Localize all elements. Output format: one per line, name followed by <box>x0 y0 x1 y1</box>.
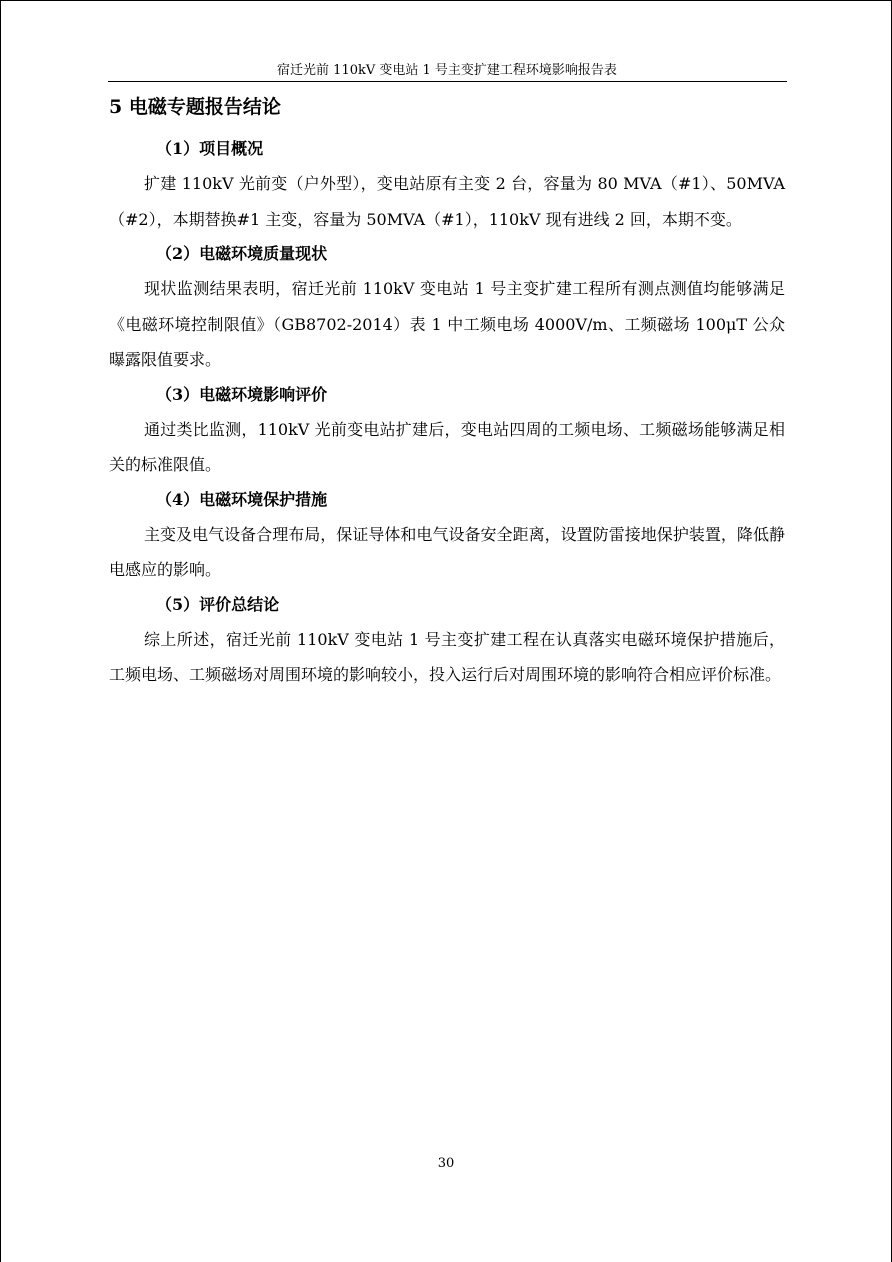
section-title: 5 电磁专题报告结论 <box>109 96 281 118</box>
page-left-border <box>0 0 1 1262</box>
report-body <box>109 132 785 693</box>
paragraph-em-quality-status: 现状监测结果表明，宿迁光前 110kV 变电站 1 号主变扩建工程所有测点测值均能够满足《电磁环境控制限值》（GB8702-2014）表 1 中工频电场 4000V/m、工频磁场 100μT 公众曝露限值要求。 <box>109 279 785 369</box>
page-top-border <box>0 0 892 1</box>
subsection-heading-em-impact-assessment: （3）电磁环境影响评价 <box>156 384 328 404</box>
subsection-heading-overall-conclusion: （5）评价总结论 <box>156 594 280 614</box>
paragraph-overall-conclusion: 综上所述，宿迁光前 110kV 变电站 1 号主变扩建工程在认真落实电磁环境保护措施后，工频电场、工频磁场对周围环境的影响较小，投入运行后对周围环境的影响符合相应评价标准。 <box>109 629 785 684</box>
page-number: 30 <box>437 1156 455 1171</box>
subsection-heading-em-protection-measures: （4）电磁环境保护措施 <box>156 489 328 509</box>
header-rule <box>108 81 787 82</box>
subsection-heading-project-overview: （1）项目概况 <box>156 139 264 158</box>
paragraph-em-protection-measures: 主变及电气设备合理布局，保证导体和电气设备安全距离，设置防雷接地保护装置，降低静电感应的影响。 <box>109 524 785 579</box>
paragraph-em-impact-assessment: 通过类比监测，110kV 光前变电站扩建后，变电站四周的工频电场、工频磁场能够满足相关的标准限值。 <box>109 419 785 474</box>
running-header: 宿迁光前 110kV 变电站 1 号主变扩建工程环境影响报告表 <box>277 63 617 78</box>
paragraph-project-overview: 扩建 110kV 光前变（户外型），变电站原有主变 2 台，容量为 80 MVA（#1）、50MVA（#2），本期替换#1 主变，容量为 50MVA（#1），110kV 现有进线 2 回，本期不变。 <box>109 174 785 229</box>
subsection-heading-em-quality-status: （2）电磁环境质量现状 <box>156 244 328 263</box>
